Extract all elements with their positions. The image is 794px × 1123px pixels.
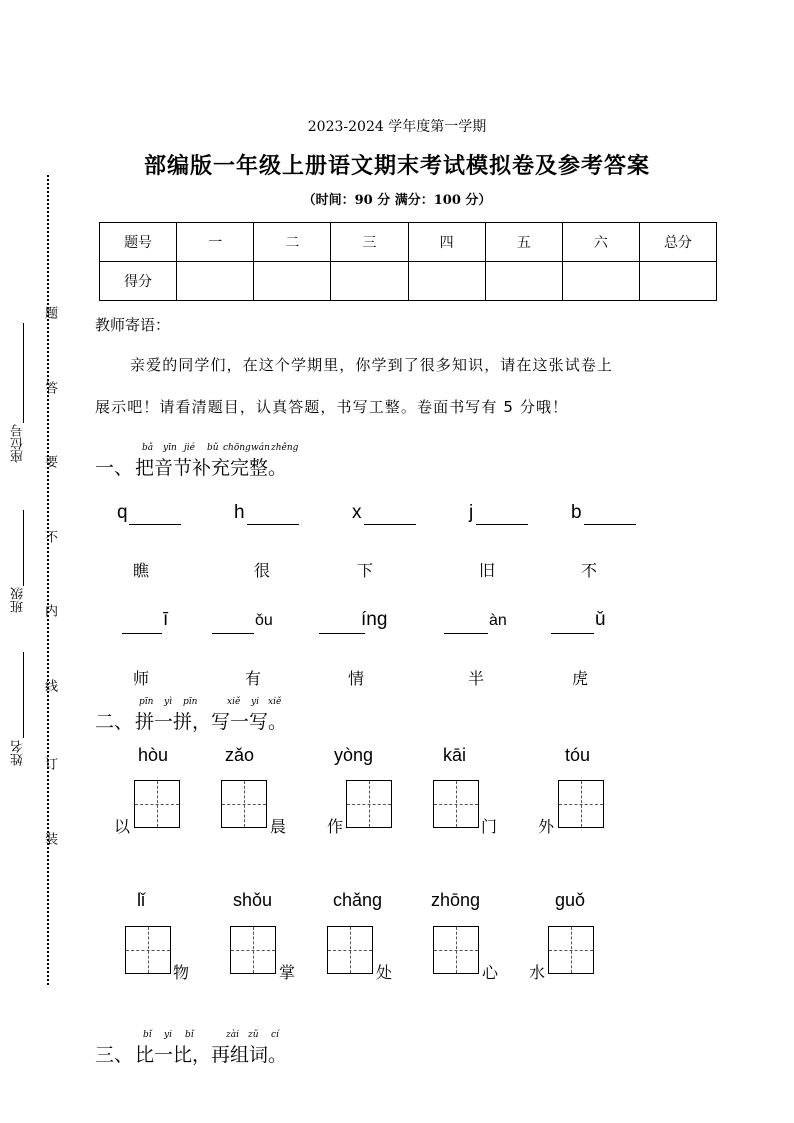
exam-title: 部编版一年级上册语文期末考试模拟卷及参考答案 xyxy=(143,153,650,179)
initial-letter: q xyxy=(117,502,128,523)
answer-blank[interactable] xyxy=(551,633,594,634)
writing-grid-box[interactable] xyxy=(221,780,267,828)
word-pinyin: zhōng xyxy=(431,890,481,910)
score-table-header-row xyxy=(100,223,717,262)
section1-title: 把音节补充完整。 xyxy=(135,457,288,479)
hint-character: 很 xyxy=(254,561,271,580)
teacher-message-line1: 亲爱的同学们，在这个学期里，你学到了很多知识，请在这张试卷上 xyxy=(130,356,614,374)
final-letter: ǔ xyxy=(595,609,606,630)
answer-blank[interactable] xyxy=(122,633,162,634)
writing-grid-box[interactable] xyxy=(433,926,479,974)
final-letter: ǒu xyxy=(255,612,273,629)
hint-character: 情 xyxy=(348,669,365,688)
hint-character: 虎 xyxy=(572,669,589,688)
initial-letter: b xyxy=(571,502,582,523)
word-pinyin: lǐ xyxy=(137,890,145,910)
writing-grid-box[interactable] xyxy=(433,780,479,828)
section2-pinyin: xiě xyxy=(268,697,282,707)
word-pinyin: tóu xyxy=(565,745,591,765)
word-pinyin: yòng xyxy=(334,745,374,765)
hint-character: 半 xyxy=(468,669,485,688)
word-pinyin: zǎo xyxy=(225,745,255,765)
section3-pinyin: zài xyxy=(226,1030,239,1040)
answer-blank[interactable] xyxy=(476,524,528,525)
section3-pinyin: zǔ xyxy=(248,1030,259,1040)
score-table-cell: 得分 xyxy=(100,262,177,301)
section2-title: 拼一拼，写一写。 xyxy=(135,711,288,733)
score-table-cell: 三 xyxy=(331,223,408,262)
class-line xyxy=(23,510,24,586)
score-input-cell[interactable] xyxy=(254,262,331,301)
word-pinyin: guǒ xyxy=(555,890,586,910)
answer-blank[interactable] xyxy=(584,524,636,525)
initial-letter: j xyxy=(469,502,474,523)
given-character: 作 xyxy=(327,817,344,836)
margin-char: 订 xyxy=(42,757,57,770)
score-input-cell[interactable] xyxy=(177,262,254,301)
section1-pinyin: bǔ xyxy=(207,443,219,453)
answer-blank[interactable] xyxy=(212,633,254,634)
section2-pinyin: yì xyxy=(164,697,172,707)
section2-number: 二、 xyxy=(95,711,134,733)
given-character: 物 xyxy=(173,963,190,982)
section2-pinyin: xiě xyxy=(227,697,241,707)
section1-pinyin: wán xyxy=(251,443,270,453)
section2-pinyin: pīn xyxy=(183,697,198,707)
score-input-cell[interactable] xyxy=(485,262,562,301)
margin-char: 要 xyxy=(42,455,57,468)
score-input-cell[interactable] xyxy=(331,262,408,301)
score-table-cell: 六 xyxy=(562,223,639,262)
teacher-message-label: 教师寄语： xyxy=(95,316,171,334)
answer-blank[interactable] xyxy=(364,524,416,525)
word-pinyin: hòu xyxy=(138,745,169,765)
section1-pinyin: bǎ xyxy=(142,443,154,453)
given-character: 水 xyxy=(529,963,546,982)
section1-pinyin: chōng xyxy=(223,443,251,453)
hint-character: 旧 xyxy=(479,561,496,580)
answer-blank[interactable] xyxy=(444,633,488,634)
final-letter: àn xyxy=(489,612,507,629)
score-table-cell: 二 xyxy=(254,223,331,262)
seat-number-label: 座位号 xyxy=(11,424,26,463)
writing-grid-box[interactable] xyxy=(125,926,171,974)
given-character: 掌 xyxy=(279,963,296,982)
given-character: 以 xyxy=(114,817,131,836)
writing-grid-box[interactable] xyxy=(327,926,373,974)
score-input-cell[interactable] xyxy=(408,262,485,301)
word-pinyin: kāi xyxy=(443,745,467,765)
section1-number: 一、 xyxy=(95,457,134,479)
section1-pinyin: zhěng xyxy=(271,443,299,453)
score-input-cell[interactable] xyxy=(562,262,639,301)
score-table-cell: 总分 xyxy=(639,223,716,262)
margin-char: 题 xyxy=(42,306,57,319)
given-character: 处 xyxy=(376,963,393,982)
section1-pinyin: yīn xyxy=(163,443,177,453)
section3-pinyin: bǐ xyxy=(185,1030,194,1040)
score-table-cell: 四 xyxy=(408,223,485,262)
binding-dotted-line xyxy=(47,175,49,985)
section3-title: 比一比，再组词。 xyxy=(135,1044,288,1066)
seat-number-line xyxy=(23,323,24,423)
margin-char: 答 xyxy=(42,381,57,394)
section3-pinyin: yi xyxy=(164,1030,172,1040)
writing-grid-box[interactable] xyxy=(134,780,180,828)
initial-letter: x xyxy=(352,502,362,523)
answer-blank[interactable] xyxy=(247,524,299,525)
final-letter: íng xyxy=(361,609,388,630)
section3-pinyin: cí xyxy=(271,1030,279,1040)
name-line xyxy=(23,652,24,738)
score-table xyxy=(99,222,717,301)
section1-pinyin: jié xyxy=(184,443,195,453)
score-table-cell: 五 xyxy=(485,223,562,262)
score-input-cell[interactable] xyxy=(639,262,716,301)
final-letter: ī xyxy=(163,609,169,630)
score-table-cell: 一 xyxy=(177,223,254,262)
word-pinyin: shǒu xyxy=(233,890,273,910)
answer-blank[interactable] xyxy=(129,524,181,525)
hint-character: 瞧 xyxy=(133,561,150,580)
writing-grid-box[interactable] xyxy=(346,780,392,828)
section3-number: 三、 xyxy=(95,1044,134,1066)
given-character: 外 xyxy=(538,817,555,836)
teacher-message-line2: 展示吧！请看清题目，认真答题，书写工整。卷面书写有 5 分哦！ xyxy=(95,398,569,416)
initial-letter: h xyxy=(234,502,245,523)
score-table-cell: 题号 xyxy=(100,223,177,262)
margin-char: 线 xyxy=(42,679,57,692)
class-label: 班级 xyxy=(11,587,26,613)
answer-blank[interactable] xyxy=(319,633,365,634)
hint-character: 不 xyxy=(581,561,598,580)
name-label: 姓名 xyxy=(11,740,26,766)
section3-pinyin: bǐ xyxy=(143,1030,152,1040)
section2-pinyin: pīn xyxy=(139,697,154,707)
margin-char: 装 xyxy=(42,832,57,845)
writing-grid-box[interactable] xyxy=(558,780,604,828)
given-character: 门 xyxy=(481,817,498,836)
word-pinyin: chǎng xyxy=(333,890,383,910)
given-character: 晨 xyxy=(270,817,287,836)
score-table-score-row xyxy=(100,262,717,301)
exam-time-info: （时间：90 分 满分：100 分） xyxy=(302,193,492,208)
writing-grid-box[interactable] xyxy=(230,926,276,974)
margin-char: 不 xyxy=(42,530,57,543)
hint-character: 下 xyxy=(357,561,374,580)
given-character: 心 xyxy=(482,963,499,982)
school-year: 2023-2024 学年度第一学期 xyxy=(307,119,487,135)
section2-pinyin: yi xyxy=(251,697,259,707)
margin-char: 内 xyxy=(42,604,57,617)
writing-grid-box[interactable] xyxy=(548,926,594,974)
hint-character: 有 xyxy=(245,669,262,688)
hint-character: 师 xyxy=(133,669,150,688)
